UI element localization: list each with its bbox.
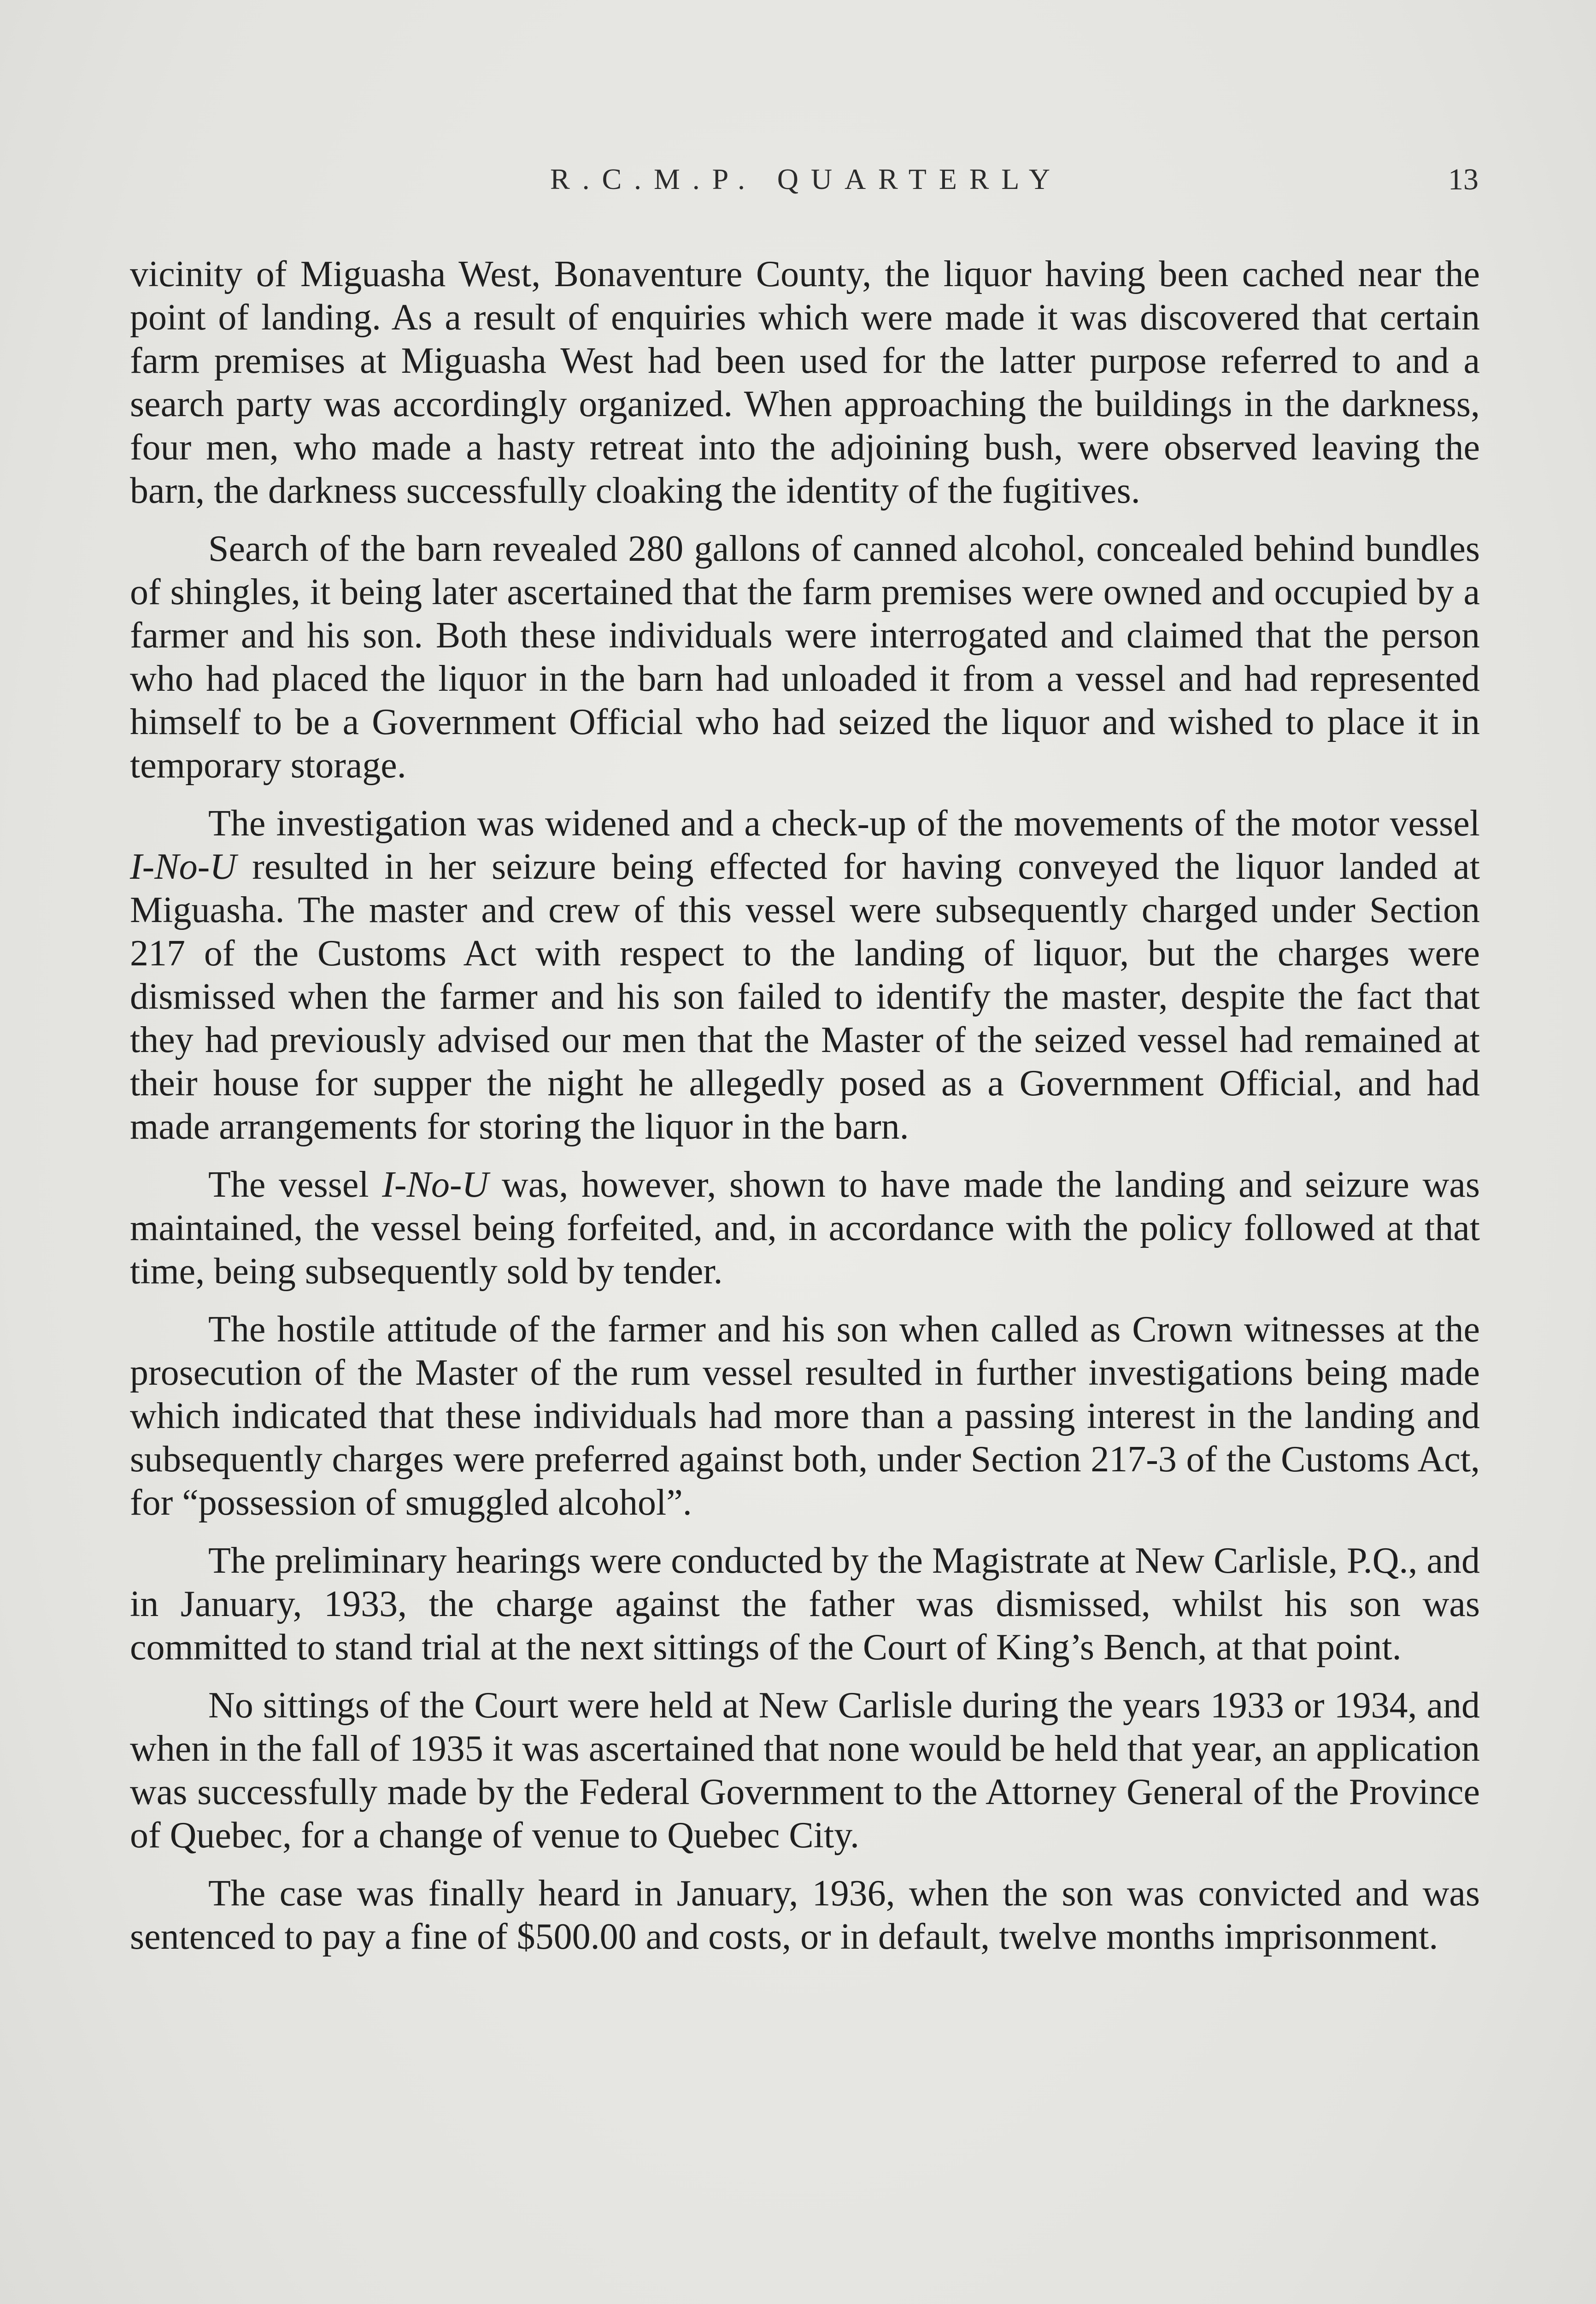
paragraph: [130, 1684, 1480, 1857]
text-segment: The vessel: [208, 1164, 382, 1205]
text-segment: The preliminary hearings were conducted by the Magistrate at New Carlisle, P.Q., and in January, 1933, the charge against the father was dismissed, whilst his son was committed to stand trial at the next sittings of the Court of King’s Bench, at that point.: [130, 1540, 1480, 1668]
vessel-name: I-No-U: [382, 1164, 489, 1205]
page-number: 13: [1448, 163, 1479, 196]
paragraph: [130, 802, 1480, 1148]
paragraph: [130, 527, 1480, 787]
article-body: [130, 253, 1480, 1973]
text-segment: was, however, shown to have made the landing and seizure was maintained, the vessel being forfeited, and, in accordance with the policy followed at that time, being subsequently sold by tender.: [130, 1164, 1480, 1292]
running-header: R.C.M.P. QUARTERLY: [550, 163, 1062, 195]
paragraph: [130, 1872, 1480, 1958]
text-segment: Search of the barn revealed 280 gallons of canned alcohol, concealed behind bundles of shingles, it being later ascertained that the farm premises were owned and occupied by a farmer and his son. Both these individuals were interrogated and claimed that the person who had placed the liquor in the barn had unloaded it from a vessel and had represented himself to be a Government Official who had seized the liquor and wished to place it in temporary storage.: [130, 529, 1480, 786]
text-segment: The hostile attitude of the farmer and his son when called as Crown witnesses at the prosecution of the Master of the rum vessel resulted in further investigations being made which indicated that these individuals had more than a passing interest in the landing and subsequently charges were preferred against both, under Section 217-3 of the Customs Act, for “possession of smuggled alcohol”.: [130, 1309, 1480, 1523]
paragraph: [130, 1163, 1480, 1293]
paragraph: [130, 1539, 1480, 1669]
text-segment: No sittings of the Court were held at New Carlisle during the years 1933 or 1934, and when in the fall of 1935 it was ascertained that none would be held that year, an application was successfully made by the Federal Government to the Attorney General of the Province of Quebec, for a change of venue to Quebec City.: [130, 1685, 1480, 1856]
vessel-name: I-No-U: [130, 846, 237, 887]
text-segment: resulted in her seizure being effected for having conveyed the liquor landed at Miguasha. The master and crew of this vessel were subsequently charged under Section 217 of the Customs Act with respect to the landing of liquor, but the charges were dismissed when the farmer and his son failed to identify the master, despite the fact that they had previously advised our men that the Master of the seized vessel had remained at their house for supper the night he allegedly posed as a Government Official, and had made arrangements for storing the liquor in the barn.: [130, 846, 1480, 1147]
text-segment: The case was finally heard in January, 1936, when the son was convicted and was sentenced to pay a fine of $500.00 and costs, or in default, twelve months imprisonment.: [130, 1873, 1480, 1957]
paragraph: [130, 253, 1480, 512]
text-segment: vicinity of Miguasha West, Bonaventure County, the liquor having been cached near the point of landing. As a result of enquiries which were made it was discovered that certain farm premises at Miguasha West had been used for the latter purpose referred to and a search party was accordingly organized. When approaching the buildings in the darkness, four men, who made a hasty retreat into the adjoining bush, were observed leaving the barn, the darkness successfully cloaking the identity of the fugitives.: [130, 254, 1480, 511]
text-segment: The investigation was widened and a check-up of the movements of the motor vessel: [208, 803, 1480, 844]
paragraph: [130, 1308, 1480, 1524]
